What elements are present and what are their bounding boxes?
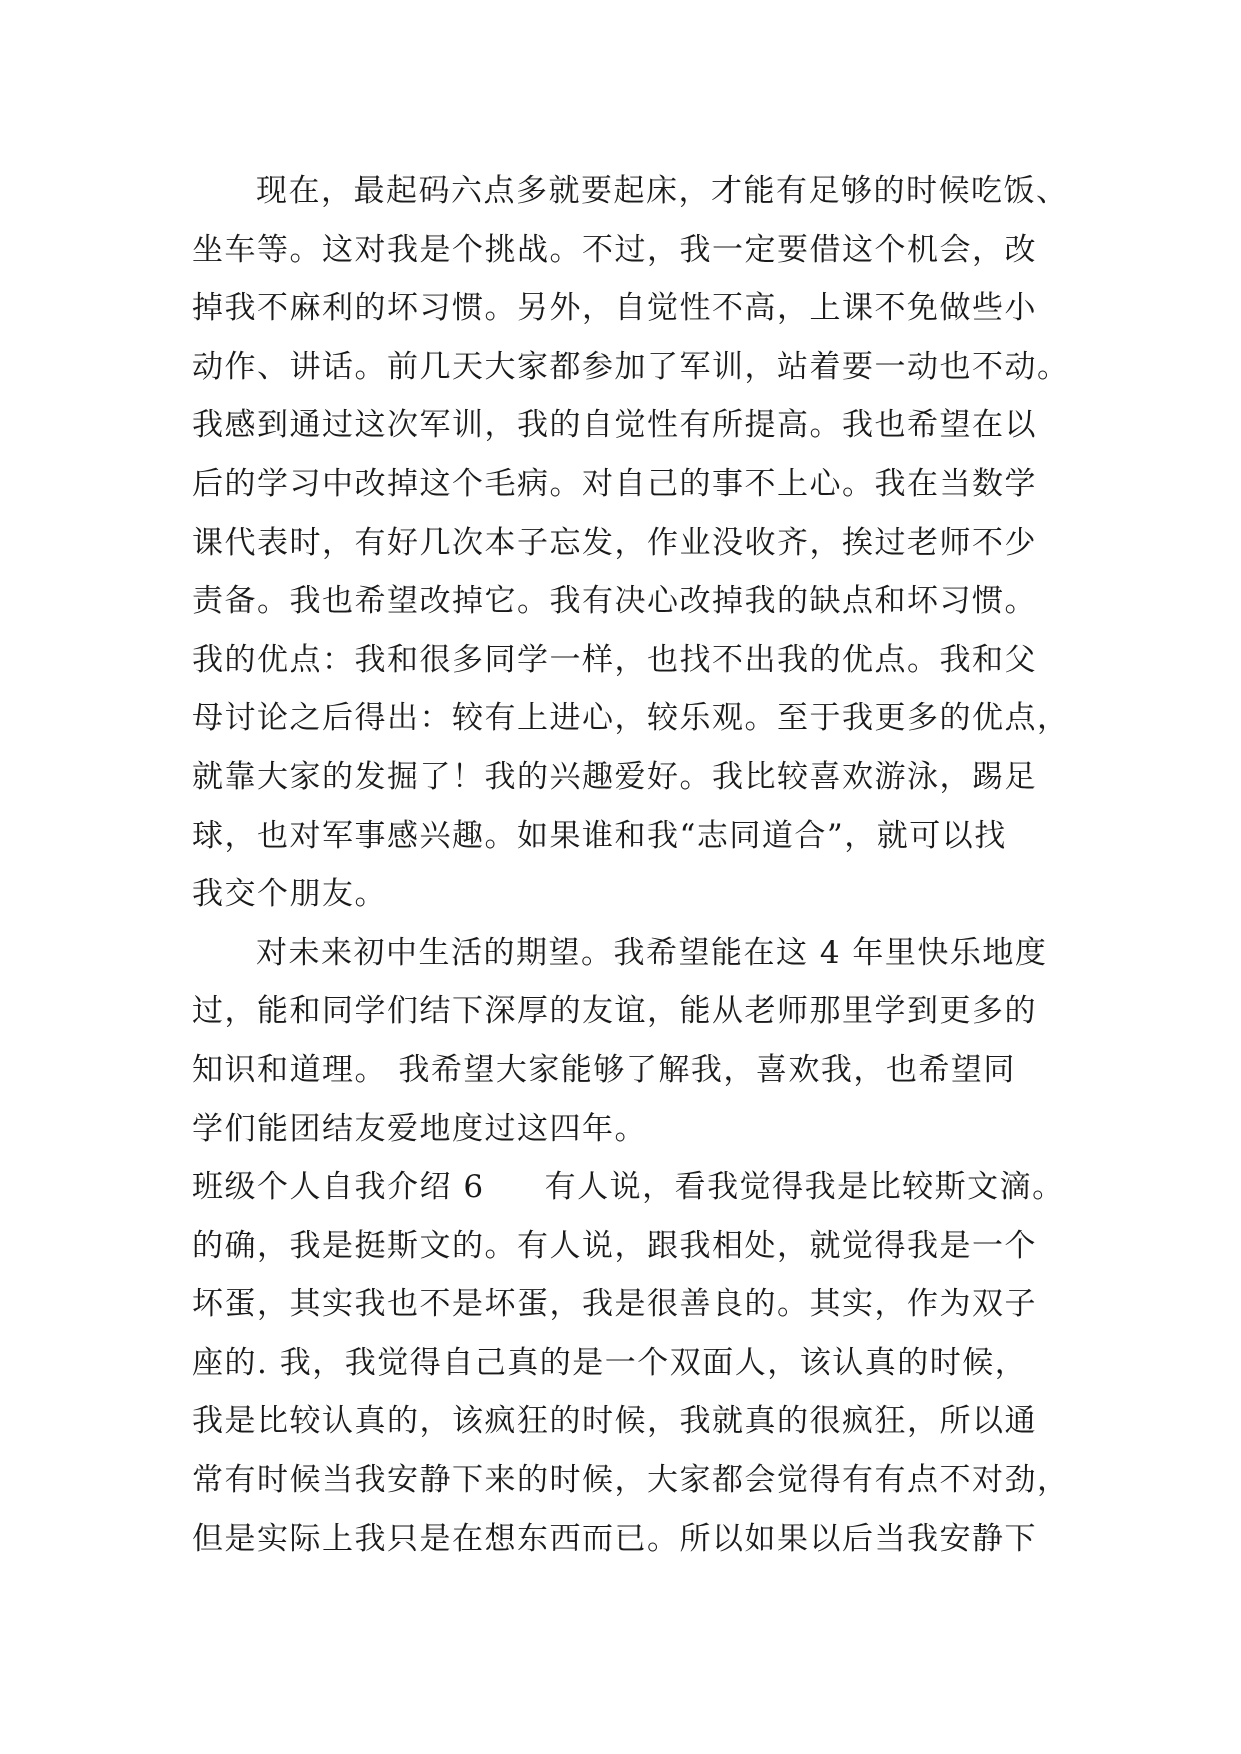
text-line: 常有时候当我安静下来的时候，大家都会觉得有有点不对劲， <box>192 1462 1070 1499</box>
text-line: 课代表时，有好几次本子忘发，作业没收齐，挨过老师不少 <box>192 524 1037 561</box>
text-line: 后的学习中改掉这个毛病。对自己的事不上心。我在当数学 <box>192 465 1037 502</box>
section-heading-line <box>192 1158 1092 1217</box>
text-line: 球，也对军事感兴趣。如果谁和我“志同道合”，就可以找 <box>192 817 1007 854</box>
text-line: 对未来初中生活的期望。我希望能在这 4 年里快乐地度 <box>256 934 1048 971</box>
body-text <box>192 162 1092 1568</box>
text-line: 过，能和同学们结下深厚的友谊，能从老师那里学到更多的 <box>192 993 1037 1030</box>
section-heading: 班级个人自我介绍 6 <box>192 1169 485 1206</box>
text-line: 知识和道理。 我希望大家能够了解我，喜欢我，也希望同 <box>192 1051 1016 1088</box>
text-line: 坐车等。这对我是个挑战。不过，我一定要借这个机会，改 <box>192 231 1037 268</box>
text-line: 母讨论之后得出：较有上进心，较乐观。至于我更多的优点， <box>192 700 1070 737</box>
text-line: 就靠大家的发掘了！我的兴趣爱好。我比较喜欢游泳，踢足 <box>192 758 1037 795</box>
text-line: 动作、讲话。前几天大家都参加了军训，站着要一动也不动。 <box>192 348 1070 385</box>
text-line: 坏蛋，其实我也不是坏蛋，我是很善良的。其实，作为双子 <box>192 1286 1037 1323</box>
text-line: 我是比较认真的，该疯狂的时候，我就真的很疯狂，所以通 <box>192 1403 1037 1440</box>
text-line: 我的优点：我和很多同学一样，也找不出我的优点。我和父 <box>192 641 1037 678</box>
text-line: 掉我不麻利的坏习惯。另外，自觉性不高，上课不免做些小 <box>192 290 1037 327</box>
text-line: 我交个朋友。 <box>192 876 387 913</box>
text-line: 责备。我也希望改掉它。我有决心改掉我的缺点和坏习惯。 <box>192 583 1037 620</box>
text-line: 的确，我是挺斯文的。有人说，跟我相处，就觉得我是一个 <box>192 1227 1037 1264</box>
text-line: 有人说，看我觉得我是比较斯文滴。 <box>544 1169 1065 1206</box>
text-line: 但是实际上我只是在想东西而已。所以如果以后当我安静下 <box>192 1520 1037 1557</box>
text-line: 我感到通过这次军训，我的自觉性有所提高。我也希望在以 <box>192 407 1037 444</box>
text-line: 现在，最起码六点多就要起床，才能有足够的时候吃饭、 <box>256 173 1069 209</box>
text-line: 座的. 我，我觉得自己真的是一个双面人，该认真的时候， <box>192 1344 1028 1381</box>
text-line: 学们能团结友爱地度过这四年。 <box>192 1110 647 1147</box>
